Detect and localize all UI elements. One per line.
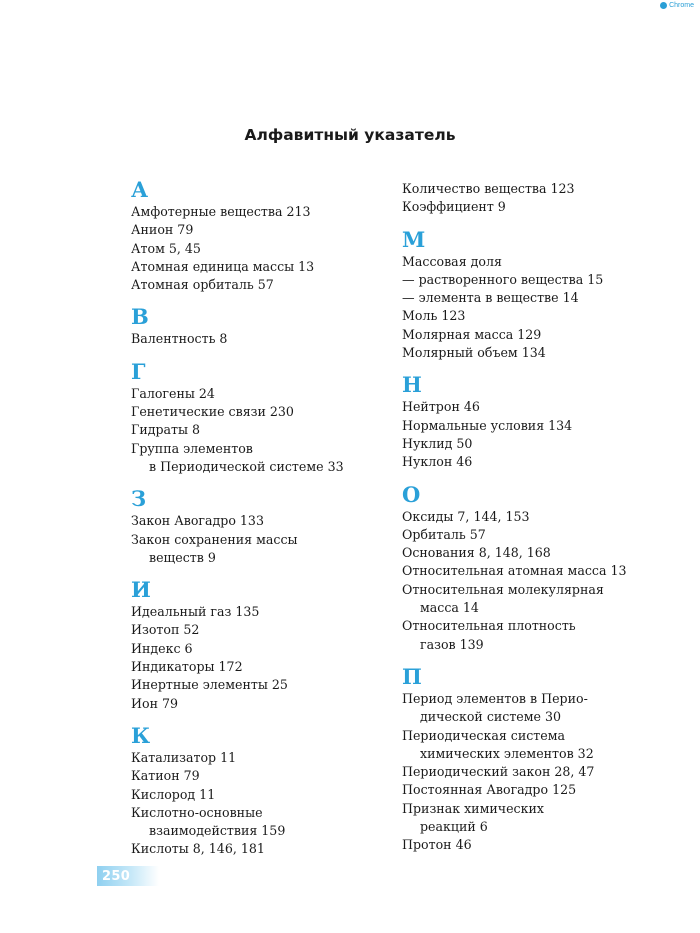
section-letter: В <box>131 304 149 330</box>
entry-term: Кислоты 8, 146, 181 <box>131 841 265 857</box>
index-entry <box>131 385 421 403</box>
index-entry <box>402 271 692 289</box>
page-title: Алфавитный указатель <box>244 126 456 144</box>
index-entry <box>131 786 421 804</box>
entry-term: Кислород 11 <box>131 786 216 802</box>
entry-term: Катион 79 <box>131 768 200 784</box>
index-entry <box>131 258 421 276</box>
entry-term: Атом 5, 45 <box>131 240 201 256</box>
entry-continuation: газов 139 <box>420 636 484 652</box>
entry-term: Орбиталь 57 <box>402 526 486 542</box>
entry-term: Относительная плотность <box>402 618 576 634</box>
index-section <box>402 665 692 855</box>
entry-continuation: в Периодической системе 33 <box>149 458 344 474</box>
index-section <box>402 180 692 217</box>
index-section <box>402 228 692 363</box>
entry-term: Периодический закон 28, 47 <box>402 764 595 780</box>
index-entry <box>402 763 692 781</box>
entry-term: Моль 123 <box>402 308 466 324</box>
entry-term: Закон Авогадро 133 <box>131 513 264 529</box>
index-entry <box>402 617 692 654</box>
entry-term: Молярная масса 129 <box>402 326 542 342</box>
section-letter: М <box>402 226 426 252</box>
entry-term: — элемента в веществе 14 <box>402 290 579 306</box>
index-entry <box>131 603 421 621</box>
index-entry <box>131 621 421 639</box>
entry-term: Основания 8, 148, 168 <box>402 545 551 561</box>
index-entry <box>131 676 421 694</box>
section-gap <box>402 217 692 228</box>
index-section <box>131 305 421 348</box>
index-entry <box>402 562 692 580</box>
index-entry <box>402 289 692 307</box>
section-letter: А <box>131 177 149 202</box>
index-column-left <box>131 178 421 859</box>
index-entry <box>402 544 692 562</box>
index-section <box>131 487 421 567</box>
entry-continuation: реакций 6 <box>420 819 488 835</box>
index-entry <box>131 440 421 477</box>
index-entry <box>131 403 421 421</box>
section-gap <box>131 294 421 305</box>
entry-term: Молярный объем 134 <box>402 345 546 361</box>
entry-term: Периодическая система <box>402 727 566 743</box>
entry-term: Кислотно-основные <box>131 804 263 820</box>
section-gap <box>402 472 692 483</box>
entry-continuation: дической системе 30 <box>420 709 562 725</box>
index-section <box>131 178 421 294</box>
section-letter: З <box>131 486 147 512</box>
index-entry <box>131 512 421 530</box>
index-entry <box>402 453 692 471</box>
section-letter: И <box>131 577 151 603</box>
entry-term: Атомная орбиталь 57 <box>131 277 274 293</box>
corner-logo <box>660 2 694 9</box>
index-entry <box>131 221 421 239</box>
section-gap <box>131 713 421 724</box>
entry-continuation: масса 14 <box>420 600 479 616</box>
index-entry <box>402 198 692 216</box>
index-entry <box>402 508 692 526</box>
index-entry <box>402 253 692 271</box>
entry-term: Гидраты 8 <box>131 422 201 438</box>
entry-term: Постоянная Авогадро 125 <box>402 782 577 798</box>
index-section <box>402 483 692 654</box>
entry-term: Протон 46 <box>402 837 472 853</box>
index-entry <box>131 658 421 676</box>
section-letter: Г <box>131 358 146 384</box>
entry-continuation: веществ 9 <box>149 549 216 565</box>
section-letter: П <box>402 663 422 689</box>
index-entry <box>402 727 692 764</box>
entry-term: Количество вещества 123 <box>402 181 575 196</box>
entry-term: Катализатор 11 <box>131 749 237 765</box>
index-section <box>131 578 421 713</box>
logo-icon <box>660 2 667 9</box>
entry-term: Генетические связи 230 <box>131 404 294 420</box>
index-entry <box>131 421 421 439</box>
index-entry <box>402 690 692 727</box>
entry-term: Нормальные условия 134 <box>402 417 573 433</box>
entry-term: Атомная единица массы 13 <box>131 258 315 274</box>
index-entry <box>402 581 692 618</box>
index-entry <box>131 203 421 221</box>
entry-term: Галогены 24 <box>131 385 215 401</box>
section-gap <box>131 476 421 487</box>
section-letter: К <box>131 722 151 748</box>
entry-term: Период элементов в Перио- <box>402 690 588 706</box>
section-gap <box>131 567 421 578</box>
index-entry <box>402 307 692 325</box>
section-letter: Н <box>402 372 422 398</box>
entry-term: Индекс 6 <box>131 640 193 656</box>
index-entry <box>402 417 692 435</box>
index-entry <box>131 695 421 713</box>
entry-term: Амфотерные вещества 213 <box>131 204 311 219</box>
page-number: 250 <box>102 868 131 884</box>
entry-term: Оксиды 7, 144, 153 <box>402 508 530 524</box>
index-entry <box>402 526 692 544</box>
page-number-tab <box>97 866 159 886</box>
entry-term: Ион 79 <box>131 695 178 711</box>
index-section <box>131 724 421 859</box>
entry-term: Группа элементов <box>131 440 253 456</box>
entry-term: Признак химических <box>402 800 544 816</box>
index-entry <box>402 435 692 453</box>
index-entry <box>131 330 421 348</box>
entry-term: Изотоп 52 <box>131 622 200 638</box>
entry-term: Индикаторы 172 <box>131 659 243 675</box>
index-entry <box>402 800 692 837</box>
index-entry <box>402 180 692 198</box>
entry-continuation: взаимодействия 159 <box>149 823 286 839</box>
index-entry <box>131 531 421 568</box>
entry-term: Анион 79 <box>131 222 194 238</box>
entry-term: Нуклон 46 <box>402 454 473 470</box>
index-entry <box>402 344 692 362</box>
entry-term: Относительная атомная масса 13 <box>402 563 627 579</box>
entry-term: Валентность 8 <box>131 331 228 347</box>
index-entry <box>131 767 421 785</box>
index-entry <box>131 804 421 841</box>
entry-term: Относительная молекулярная <box>402 581 604 597</box>
index-entry <box>402 781 692 799</box>
section-gap <box>402 654 692 665</box>
index-entry <box>131 840 421 858</box>
entry-term: Идеальный газ 135 <box>131 604 260 620</box>
entry-term: Коэффициент 9 <box>402 199 506 215</box>
entry-term: Инертные элементы 25 <box>131 677 288 693</box>
entry-term: — растворенного вещества 15 <box>402 271 604 287</box>
index-entry <box>131 640 421 658</box>
index-entry <box>131 276 421 294</box>
index-section <box>402 373 692 471</box>
index-entry <box>131 240 421 258</box>
index-entry <box>402 398 692 416</box>
section-letter: О <box>402 481 421 507</box>
index-entry <box>402 836 692 854</box>
entry-term: Нейтрон 46 <box>402 399 480 415</box>
entry-continuation: химических элементов 32 <box>420 745 594 761</box>
index-column-right <box>402 180 692 855</box>
index-section <box>131 360 421 476</box>
entry-term: Закон сохранения массы <box>131 531 298 547</box>
index-entry <box>402 326 692 344</box>
corner-logo-text: Chrome <box>669 2 694 9</box>
entry-term: Массовая доля <box>402 253 502 269</box>
section-gap <box>402 362 692 373</box>
entry-term: Нуклид 50 <box>402 435 473 451</box>
section-gap <box>131 349 421 360</box>
index-entry <box>131 749 421 767</box>
